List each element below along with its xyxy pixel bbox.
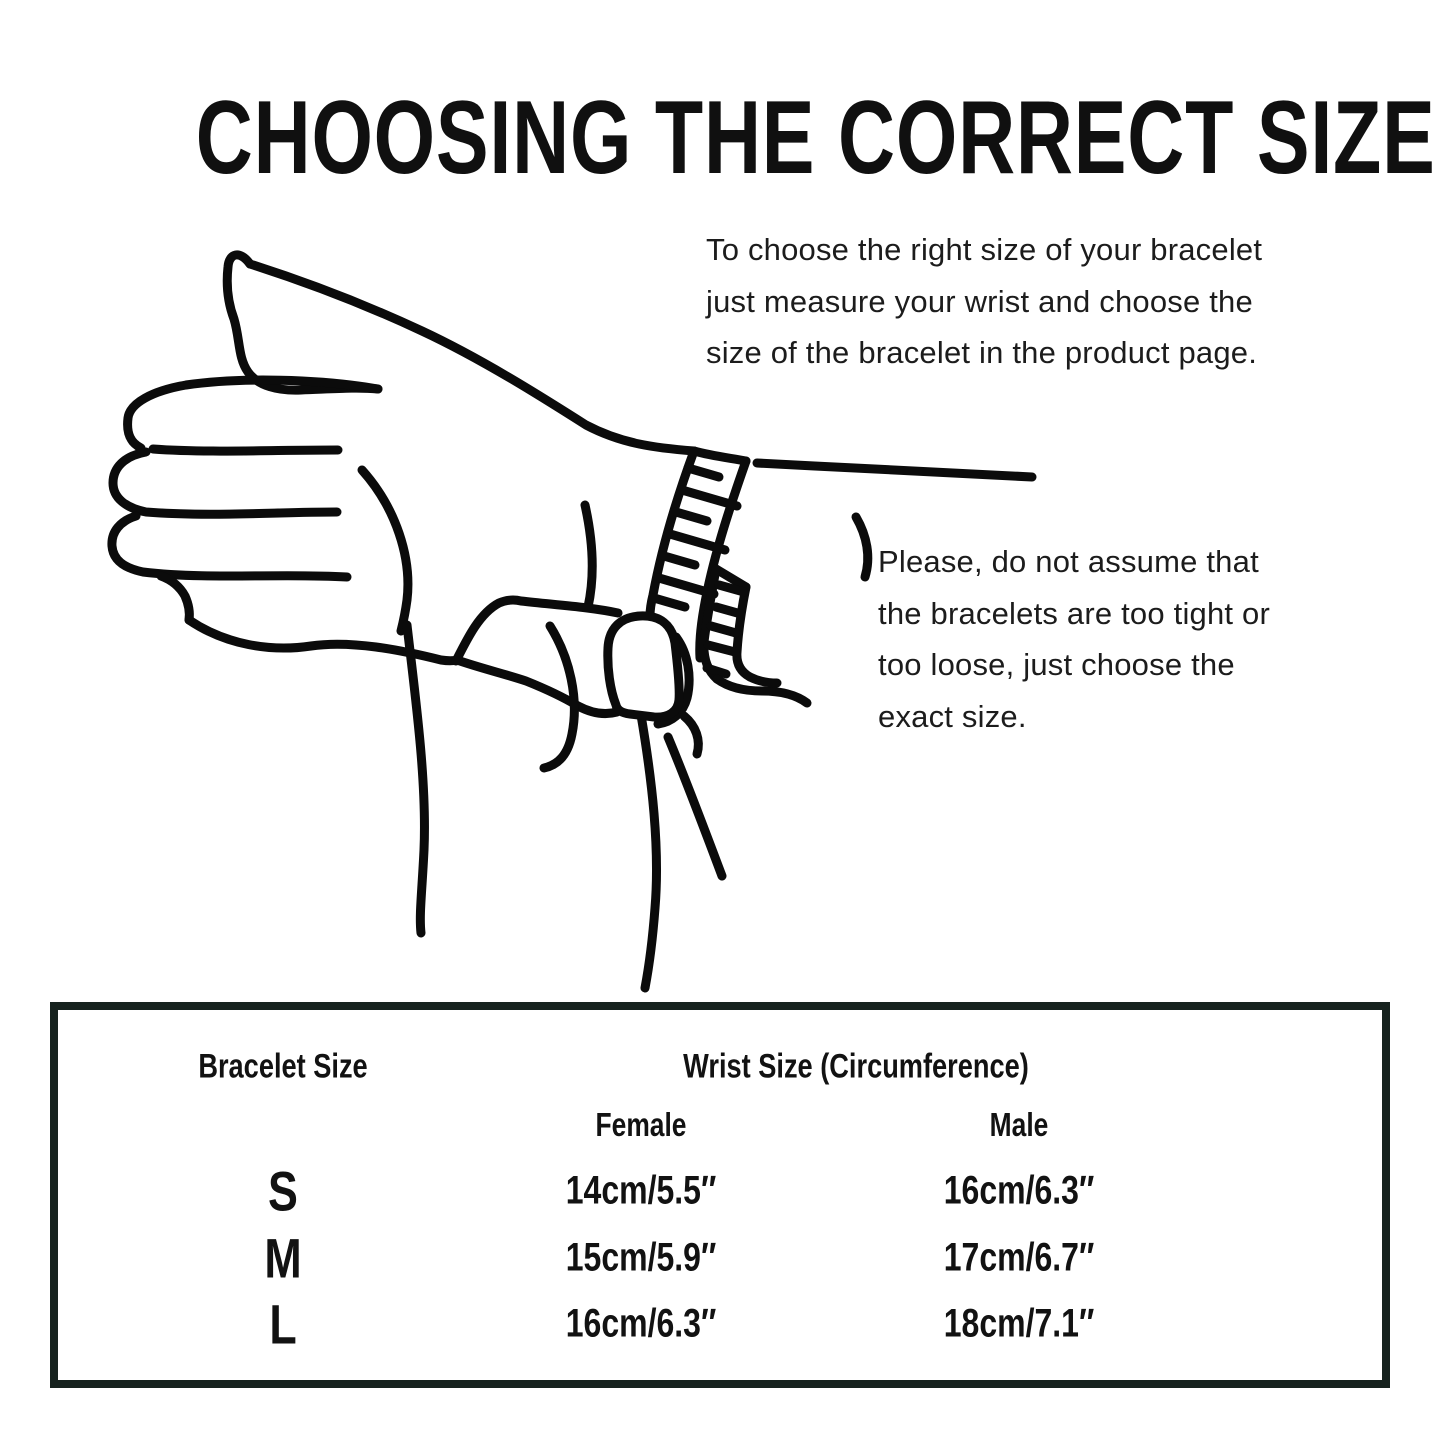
wrist-size-header: Wrist Size (Circumference) [683, 1047, 1030, 1086]
tape-end-rung [711, 626, 736, 633]
female-value: 16cm/6.3″ [565, 1301, 716, 1346]
grip-thumb-top [456, 600, 618, 661]
tape-tick [676, 512, 707, 521]
grip-knuckle-crease [684, 716, 698, 754]
grip-hand-left-contour [407, 625, 424, 933]
male-value: 16cm/6.3″ [943, 1168, 1095, 1213]
note-line: the bracelets are too tight or [878, 595, 1271, 631]
intro-line: To choose the right size of your bracelet [706, 232, 1263, 267]
male-value: 18cm/7.1″ [943, 1301, 1095, 1346]
tape-tick [688, 468, 719, 477]
tape-tick [664, 556, 695, 565]
tape-end-curl-top [750, 677, 777, 683]
finger-separation-1 [153, 449, 338, 451]
tape-top-edge [694, 451, 746, 461]
pinky-tip [161, 576, 189, 620]
grip-thumb-bottom [457, 660, 617, 714]
wrist-crease [585, 505, 592, 607]
tape-loose-end [641, 715, 657, 988]
intro-line: just measure your wrist and choose the [706, 283, 1253, 319]
note-line: exact size. [878, 698, 1027, 734]
page-title-text: CHOOSING THE CORRECT SIZE [195, 80, 1436, 196]
tape-end-rung [707, 668, 726, 674]
size-label: L [269, 1292, 297, 1356]
wrist-bone-arc [856, 517, 868, 577]
forearm-top-line [757, 463, 1032, 477]
bracelet-size-header: Bracelet Size [198, 1047, 368, 1086]
tape-end-rung [716, 607, 741, 614]
thumbnail [608, 616, 679, 717]
female-value: 15cm/5.9″ [565, 1235, 716, 1280]
note-line: Please, do not assume that [878, 544, 1259, 579]
size-table [50, 1002, 1390, 1388]
finger-separation-3 [112, 516, 347, 577]
size-label: M [264, 1226, 302, 1290]
palm-crease [362, 470, 408, 631]
tape-end-rung [708, 645, 735, 652]
hand-top-contour [250, 264, 694, 451]
note-line: too loose, just choose the [878, 647, 1235, 682]
male-value: 17cm/6.7″ [943, 1235, 1095, 1280]
thumb-outline [227, 255, 378, 390]
finger-separation-2 [113, 452, 337, 514]
intro-line: size of the bracelet in the product page. [706, 335, 1258, 370]
female-column-header: Female [595, 1106, 687, 1143]
size-label: S [268, 1159, 299, 1223]
male-column-header: Male [989, 1106, 1049, 1143]
tape-tick [654, 598, 685, 607]
hand-bottom-contour [189, 620, 457, 661]
female-value: 14cm/5.5″ [565, 1168, 716, 1213]
